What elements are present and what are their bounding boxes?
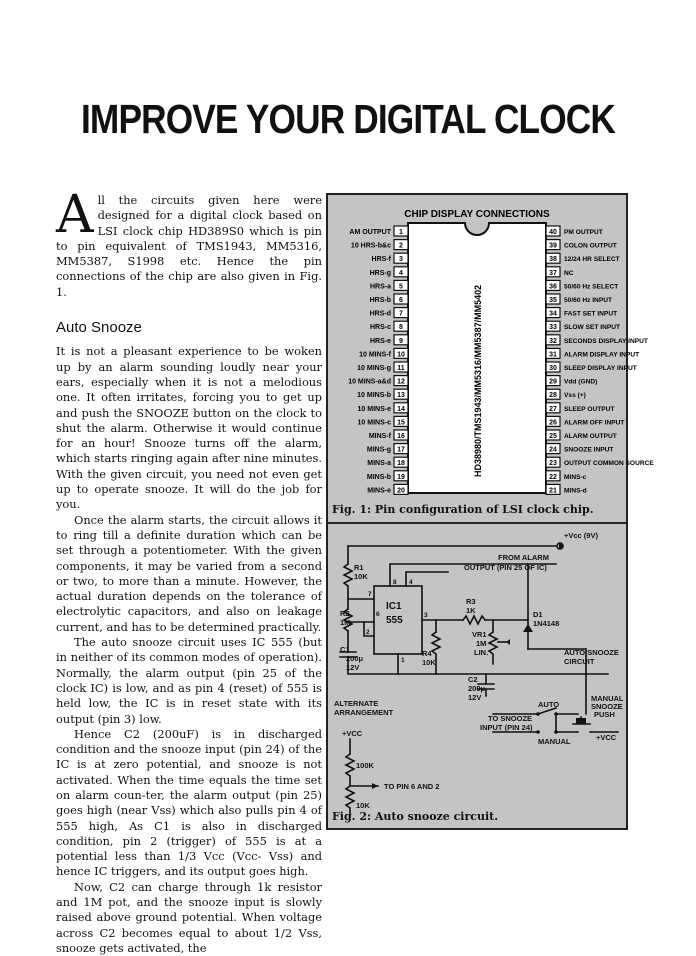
pin-number: 8 xyxy=(399,324,403,332)
pin-number: 3 xyxy=(399,256,403,264)
pin-label: HRS-e xyxy=(369,337,391,345)
alt-vcc-label: +VCC xyxy=(342,729,363,738)
body-paragraph: Now, C2 can charge through 1k resistor and 1M pot, and the snooze input is slowly raised above ground potential. When voltage across C2 becomes equal to about 1/2 Vss, snooze gets activated, the xyxy=(56,879,322,955)
pin-number: 29 xyxy=(549,378,557,386)
chip-pin-right xyxy=(546,321,620,331)
pin-label: MINS-c xyxy=(564,473,587,481)
circuit-symbols xyxy=(372,543,586,789)
push-label: PUSH xyxy=(594,710,615,719)
chip-pin-left xyxy=(349,226,408,236)
fig2-caption: Fig. 2: Auto snooze circuit. xyxy=(332,810,499,823)
pin-label: COLON OUTPUT xyxy=(564,242,617,250)
plus-vcc-label: +VCC xyxy=(596,733,617,742)
chip-pin-right xyxy=(546,389,586,399)
arrangement-label: ARRANGEMENT xyxy=(334,708,394,717)
body-paragraph: The auto snooze circuit uses IC 555 (but in neither of its common modes of operation). Normally, the alarm output (pin 25 of the clock IC) is low, and as pin 4 (reset) of 555 is held low, the IC is in reset state with its output (pin 3) low. xyxy=(56,635,322,726)
pin-number: 13 xyxy=(397,392,405,400)
pin-number: 31 xyxy=(549,351,557,359)
pin-label: PM OUTPUT xyxy=(564,229,603,236)
pin-label: MINS-a xyxy=(367,460,391,468)
c2-label: C2 xyxy=(468,675,478,684)
d1-value: 1N4148 xyxy=(533,619,560,628)
chip-pin-right xyxy=(546,226,603,236)
pin-number: 17 xyxy=(397,446,405,454)
chip-pin-left xyxy=(359,348,408,358)
vr1-label: VR1 xyxy=(472,630,487,639)
pin-number: 33 xyxy=(549,324,557,332)
pin-number: 19 xyxy=(397,473,405,481)
to-pin-label: TO PIN 6 AND 2 xyxy=(384,782,440,791)
pin-number: 9 xyxy=(399,337,403,345)
pin-label: 12/24 HR SELECT xyxy=(564,256,620,264)
right-pin-group xyxy=(546,226,654,494)
pin-number: 22 xyxy=(549,473,557,481)
chip-pin-right xyxy=(546,430,617,440)
pin-number: 35 xyxy=(549,297,557,304)
pin-label: MINS-e xyxy=(367,487,391,495)
pin-label: 10 MINS-g xyxy=(357,365,391,372)
left-pin-group xyxy=(348,226,408,494)
pin-number: 15 xyxy=(397,419,405,427)
pin-label: 50/60 Hz INPUT xyxy=(564,297,613,304)
pin8-label: 8 xyxy=(393,579,397,586)
pin-label: 10 MINS-f xyxy=(359,351,391,359)
pin-number: 21 xyxy=(549,487,557,495)
body-paragraph: Hence C2 (200uF) is in discharged condition and the snooze input (pin 24) of the IC is at zero potential, and snooze is not activated. When the time equals the time set on alarm coun-ter, the alarm output (pin 25) goes high (near Vss) which also pulls pin 4 of 555 high, As C1 is also in discharged condition, pin 2 (trigger) of 555 is at a potential less than 1/3 Vcc (Vcc- Vss) and hence IC triggers, and its output goes high. xyxy=(56,726,322,879)
chip-pin-right xyxy=(546,471,587,481)
chip-pin-right xyxy=(546,294,612,304)
pin-label: ALARM OFF INPUT xyxy=(564,419,625,427)
pin-number: 1 xyxy=(399,229,403,236)
pin-label: OUTPUT COMMON SOURCE xyxy=(564,460,654,468)
chip-pin-right xyxy=(546,376,597,386)
pin-label: Vss (+) xyxy=(564,392,586,400)
chip-pin-left xyxy=(358,416,408,426)
pin-label: HRS-g xyxy=(369,269,391,277)
r2-label: R2 xyxy=(340,609,350,618)
r3-label: R3 xyxy=(466,597,476,606)
chip-pin-left xyxy=(358,403,408,413)
chip-pin-right xyxy=(546,280,618,290)
pin-number: 18 xyxy=(397,460,405,468)
pin-number: 38 xyxy=(549,256,557,264)
pin-number: 27 xyxy=(549,405,557,413)
pin-label: SLEEP DISPLAY INPUT xyxy=(564,365,637,372)
pin-label: 10 MINS-e xyxy=(357,405,391,413)
pin-label: SNOOZE INPUT xyxy=(564,446,614,454)
r1-value: 10K xyxy=(354,572,368,581)
auto-label: AUTO xyxy=(538,700,560,709)
snooze-label: SNOOZE xyxy=(591,702,623,711)
chip-pin-right xyxy=(546,484,587,494)
chip-pin-left xyxy=(367,471,408,481)
intro-paragraph xyxy=(56,185,322,300)
pin-label: HRS-a xyxy=(369,283,391,291)
chip-pin-right xyxy=(546,240,617,250)
chip-pin-left xyxy=(348,376,408,386)
d1-label: D1 xyxy=(533,610,543,619)
page-title: IMPROVE YOUR DIGITAL CLOCK xyxy=(80,96,616,142)
pin-number: 26 xyxy=(549,419,557,427)
auto-snooze-label: AUTO SNOOZE xyxy=(564,648,619,657)
chip-pin-right xyxy=(546,335,648,345)
chip-pinout-diagram xyxy=(328,195,654,522)
pin-number: 7 xyxy=(399,310,403,318)
pin7-label: 7 xyxy=(368,591,372,598)
chip-pin-left xyxy=(370,321,408,331)
pin-label: MINS-f xyxy=(368,433,391,440)
chip-pin-right xyxy=(546,348,639,358)
body-paragraph: It is not a pleasant experience to be woken up by an alarm sounding loudly near your ears, especially when it is not a melodious one. It often irritates, forcing you to get up and push the SNOOZE button on the clock to shut the alarm. Otherwise it would continue for an hour! Snooze turns off the alarm, which starts ringing again after nine minutes. With the given circuit, you need not even get up to operate snooze. It will do the job for you. xyxy=(56,344,322,512)
chip-pin-left xyxy=(357,362,408,372)
pin-number: 32 xyxy=(549,337,557,345)
pin-number: 36 xyxy=(549,283,557,291)
alternate-label: ALTERNATE xyxy=(334,699,379,708)
pin-number: 40 xyxy=(549,229,557,236)
from-alarm-label: FROM ALARM xyxy=(498,553,549,562)
manual-switch-label: MANUAL xyxy=(538,737,571,746)
chip-pin-left xyxy=(351,240,408,250)
pin-number: 2 xyxy=(399,242,403,250)
chip-pin-right xyxy=(546,444,613,454)
pin-number: 11 xyxy=(397,365,405,372)
pin-label: HRS-c xyxy=(369,324,391,332)
pin-number: 34 xyxy=(549,310,557,318)
drop-cap: A xyxy=(56,185,94,245)
ic1-label: IC1 xyxy=(386,601,402,612)
vr1-value: 1M xyxy=(476,639,487,648)
chip-pin-right xyxy=(546,267,574,277)
pin-label: HRS-b xyxy=(369,297,391,304)
r4-value: 10K xyxy=(422,658,436,667)
pin-number: 5 xyxy=(399,283,403,291)
pin-number: 23 xyxy=(549,460,557,468)
pin-number: 4 xyxy=(399,269,403,277)
c2-value: 200μ xyxy=(468,684,486,693)
body-paragraph: Once the alarm starts, the circuit allows it to ring till a definite duration which can be set through a potentiometer. With the given components, it may be varied from a second or two, to more than a minute. However, the actual duration depends on the tolerance of electrolytic capacitors, and also on leakage current, and has to be determined practically. xyxy=(56,512,322,634)
r1-label: R1 xyxy=(354,563,364,572)
r2-value: 1M xyxy=(340,618,351,627)
intro-text: ll the circuits given here were designed for a digital clock based on LSI clock chip HD389S0 which is pin to pin equivalent of TMS1943, MM5316, MM5387, S1998 etc. Hence the pin connections of the chip are also given in Fig. 1. xyxy=(56,193,322,299)
chip-pin-left xyxy=(370,308,408,318)
chip-pin-left xyxy=(370,294,408,304)
c2-voltage: 12V xyxy=(468,693,482,702)
pin4-label: 4 xyxy=(409,579,413,586)
pin-label: HRS-d xyxy=(369,310,391,318)
pin6-label: 6 xyxy=(376,611,380,618)
circuit-label: CIRCUIT xyxy=(564,657,595,666)
chip-pin-left xyxy=(370,335,408,345)
vr1-type: LIN. xyxy=(474,648,489,657)
chip-pin-right xyxy=(546,308,617,318)
pin-label: MINS-b xyxy=(366,473,391,481)
pin-label: FAST SET INPUT xyxy=(564,310,618,318)
section-heading: Auto Snooze xyxy=(56,319,142,337)
chip-pin-right xyxy=(546,253,620,263)
vcc-label: +Vcc (9V) xyxy=(564,531,598,540)
chip-pin-right xyxy=(546,403,614,413)
snooze-input-label: INPUT (PIN 24) xyxy=(480,723,533,732)
pin3-label: 3 xyxy=(424,612,428,619)
pin-number: 37 xyxy=(549,269,557,277)
pin-label: 10 MINS-a&d xyxy=(348,378,391,386)
chip-pin-left xyxy=(357,389,408,399)
pin-number: 10 xyxy=(397,351,405,359)
r4-label: R4 xyxy=(422,649,432,658)
chip-pin-left xyxy=(367,457,408,467)
pin-label: ALARM OUTPUT xyxy=(564,433,617,440)
pin-label: HRS-f xyxy=(371,256,391,264)
article-column xyxy=(56,185,322,956)
pin-label: 10 MINS-c xyxy=(357,419,391,427)
figure-1 xyxy=(328,195,654,524)
pin-number: 6 xyxy=(399,297,403,304)
to-snooze-label: TO SNOOZE xyxy=(488,714,533,723)
r3-value: 1K xyxy=(466,606,476,615)
pin1-label: 1 xyxy=(401,657,405,664)
alarm-output-label: OUTPUT (PIN 25 OF IC) xyxy=(464,563,547,572)
pin-number: 16 xyxy=(397,433,405,440)
chip-pin-left xyxy=(369,430,408,440)
pin-number: 12 xyxy=(397,378,405,386)
figure-panel xyxy=(326,193,654,830)
manual-snooze-label: MANUAL xyxy=(591,694,624,703)
chip-pin-left xyxy=(372,253,408,263)
pin-label: 10 MINS-b xyxy=(357,392,391,400)
pin-number: 25 xyxy=(549,433,557,440)
c1-voltage: 12V xyxy=(346,663,360,672)
pin-label: NC xyxy=(564,269,574,277)
pin-label: SLOW SET INPUT xyxy=(564,324,621,332)
pin-label: Vdd (GND) xyxy=(564,378,598,386)
c1-label: C1 xyxy=(340,645,350,654)
pin-label: SECONDS DISPLAY INPUT xyxy=(564,337,648,345)
alt-r-top: 100K xyxy=(356,761,374,770)
ic1-type-label: 555 xyxy=(386,615,403,626)
pin-number: 20 xyxy=(397,487,405,495)
pin-label: ALARM DISPLAY INPUT xyxy=(564,351,640,359)
pin-label: SLEEP OUTPUT xyxy=(564,405,615,413)
chip-pin-left xyxy=(370,267,408,277)
pin2-label: 2 xyxy=(366,629,370,636)
circuit-labels xyxy=(334,531,624,810)
snooze-circuit-diagram xyxy=(328,524,626,828)
pin-number: 14 xyxy=(397,405,405,413)
alt-r-bottom: 10K xyxy=(356,801,370,810)
c1-value: 200μ xyxy=(346,654,364,663)
pin-number: 24 xyxy=(549,446,557,454)
pin-label: 50/60 Hz SELECT xyxy=(564,283,619,291)
pin-number: 28 xyxy=(549,392,557,400)
pin-label: MINS-g xyxy=(366,446,391,454)
circuit-wires xyxy=(340,543,618,816)
chip-label: HD38980/TMS1943/MM5316/MM5387/MM5402 xyxy=(473,284,483,477)
chip-pin-left xyxy=(367,444,408,454)
pin-label: AM OUTPUT xyxy=(349,229,391,236)
chip-pin-left xyxy=(367,484,408,494)
chip-pin-left xyxy=(370,280,408,290)
pin-number: 30 xyxy=(549,365,557,372)
pin-label: MINS-d xyxy=(564,487,587,495)
fig1-caption: Fig. 1: Pin configuration of LSI clock chip. xyxy=(332,503,594,516)
figure-2 xyxy=(328,524,626,828)
pin-label: 10 HRS-b&c xyxy=(350,242,391,250)
fig1-heading: CHIP DISPLAY CONNECTIONS xyxy=(404,209,550,220)
chip-pin-right xyxy=(546,416,624,426)
chip-pin-right xyxy=(546,362,637,372)
pin-number: 39 xyxy=(549,242,557,250)
chip-pin-right xyxy=(546,457,654,467)
